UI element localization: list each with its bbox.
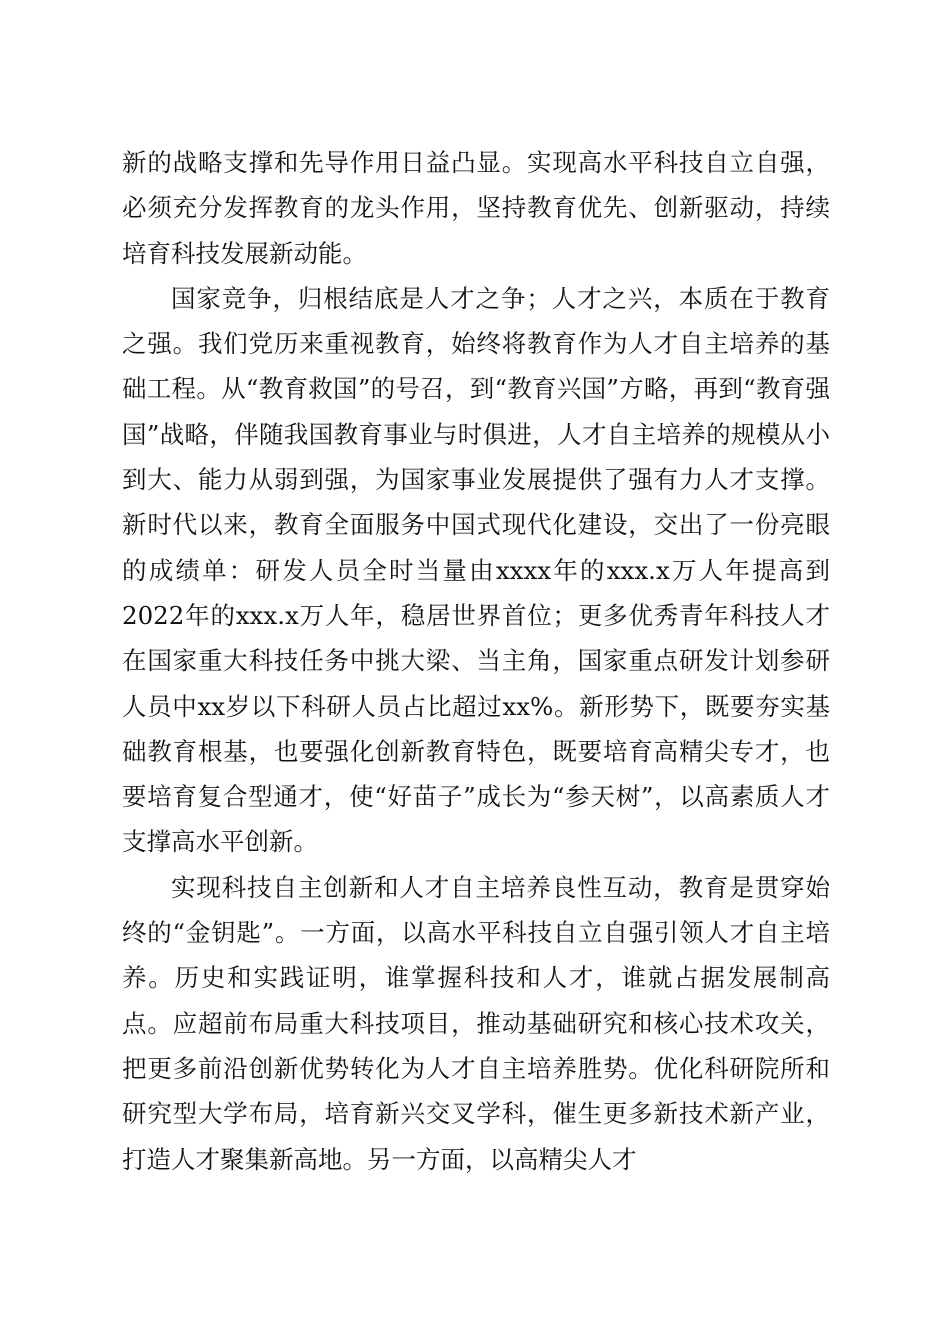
paragraph-1: 新的战略支撑和先导作用日益凸显。实现高水平科技自立自强，必须充分发挥教育的龙头作用，坚持教育优先、创新驱动，持续培育科技发展新动能。 xyxy=(122,148,830,268)
paragraph-2: 国家竞争，归根结底是人才之争；人才之兴，本质在于教育之强。我们党历来重视教育，始终将教育作为人才自主培养的基础工程。从“教育救国”的号召，到“教育兴国”方略，再到“教育强国”战略，伴随我国教育事业与时俱进，人才自主培养的规模从小到大、能力从弱到强，为国家事业发展提供了强有力人才支撑。新时代以来，教育全面服务中国式现代化建设，交出了一份亮眼的成绩单：研发人员全时当量由xxxx年的xxx.x万人年提高到2022年的xxx.x万人年，稳居世界首位；更多优秀青年科技人才在国家重大科技任务中挑大梁、当主角，国家重点研发计划参研人员中xx岁以下科研人员占比超过xx%。新形势下，既要夯实基础教育根基，也要强化创新教育特色，既要培育高精尖专才，也要培育复合型通才，使“好苗子”成长为“参天树”，以高素质人才支撑高水平创新。 xyxy=(122,283,830,857)
document-body xyxy=(122,140,830,1182)
paragraph-3: 实现科技自主创新和人才自主培养良性互动，教育是贯穿始终的“金钥匙”。一方面，以高水平科技自立自强引领人才自主培养。历史和实践证明，谁掌握科技和人才，谁就占据发展制高点。应超前布局重大科技项目，推动基础研究和核心技术攻关，把更多前沿创新优势转化为人才自主培养胜势。优化科研院所和研究型大学布局，培育新兴交叉学科，催生更多新技术新产业，打造人才聚集新高地。另一方面，以高精尖人才 xyxy=(122,872,830,1174)
